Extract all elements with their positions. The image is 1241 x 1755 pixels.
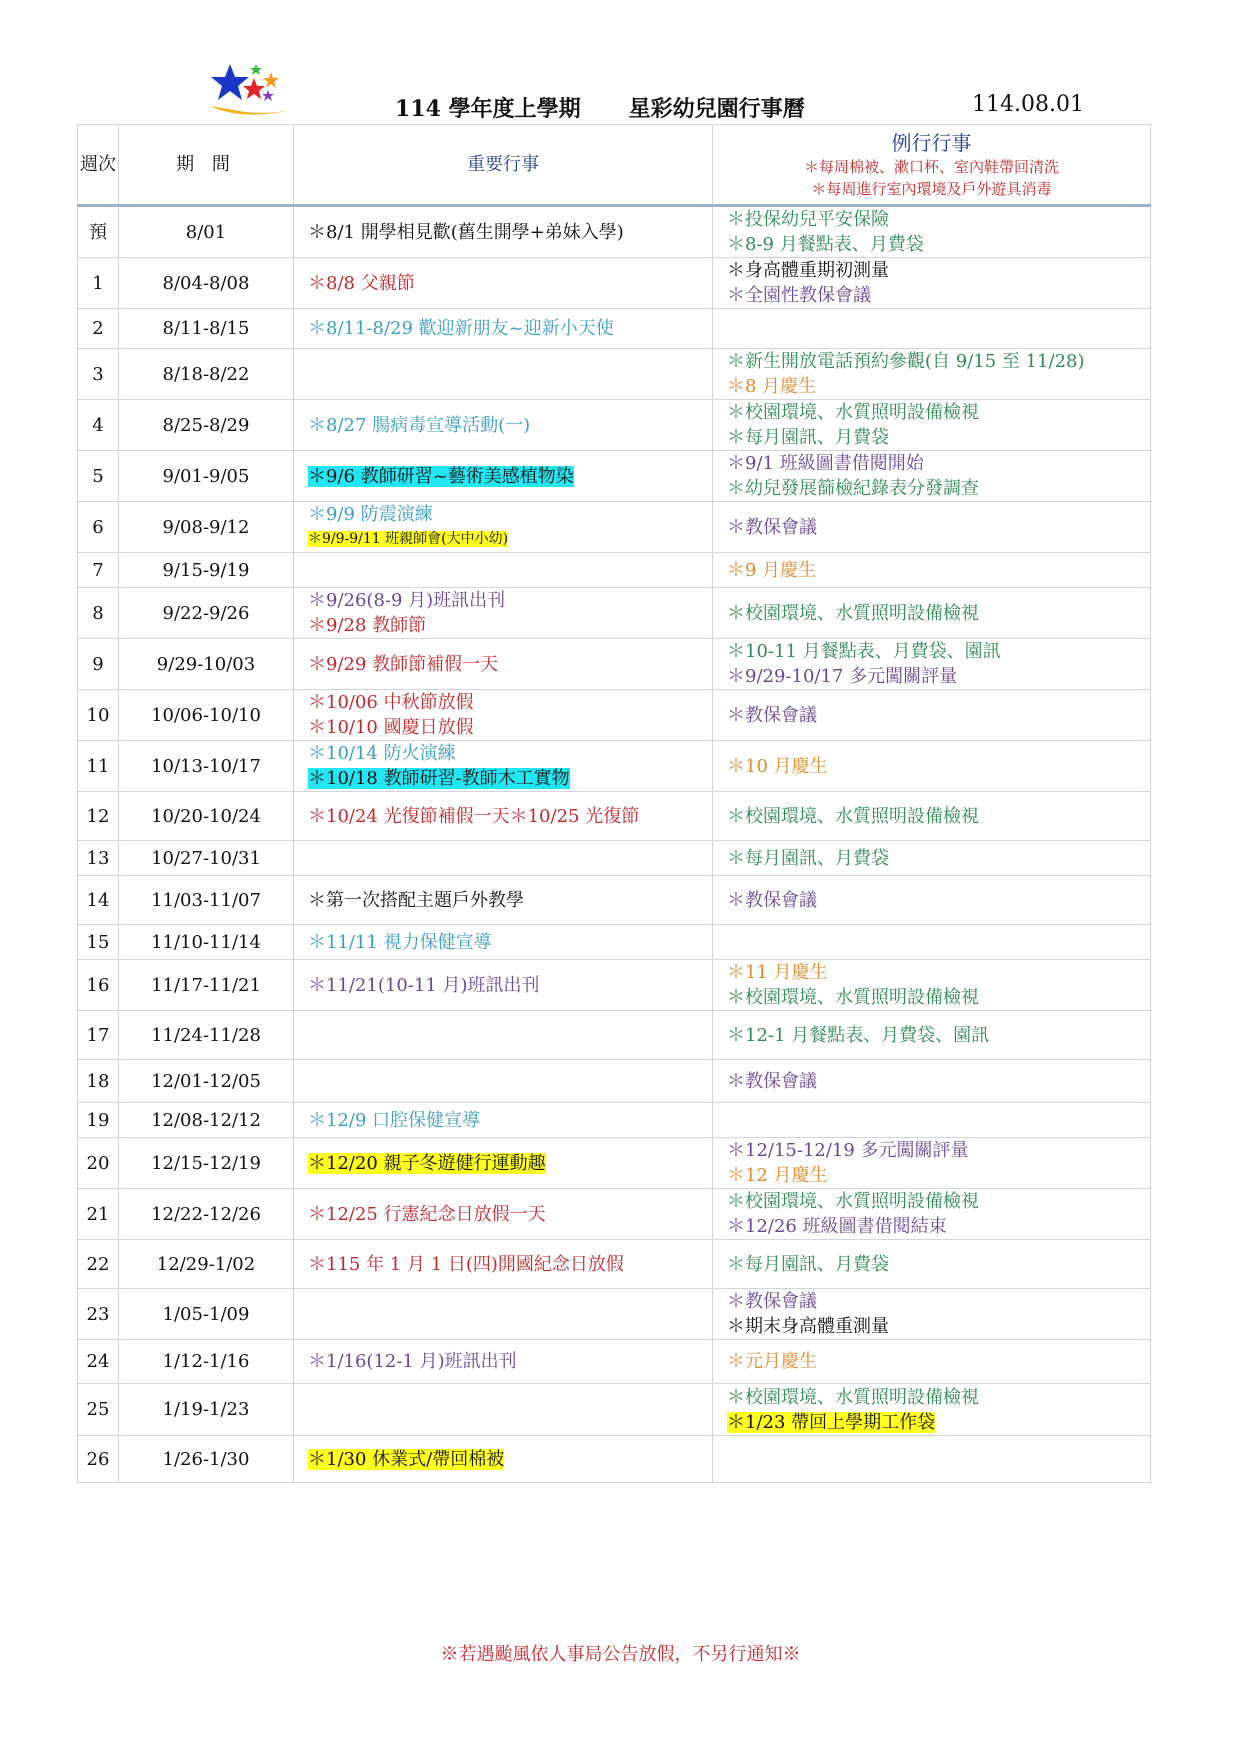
calendar-item-text: ＊8-9 月餐點表、月費袋 [727, 234, 924, 255]
period-cell: 11/24-11/28 [119, 1011, 294, 1060]
calendar-item-text: ＊期末身高體重測量 [727, 1316, 889, 1337]
period-cell: 9/22-9/26 [119, 588, 294, 639]
calendar-item [308, 766, 712, 791]
calendar-item [308, 804, 712, 829]
events-cell [294, 960, 713, 1011]
table-header-row [78, 125, 1151, 206]
calendar-item-text: ＊9/1 班級圖書借閱開始 [727, 453, 924, 474]
calendar-item [308, 973, 712, 998]
table-row [78, 400, 1151, 451]
period-cell: 11/17-11/21 [119, 960, 294, 1011]
calendar-item [308, 1151, 712, 1176]
week-cell: 1 [78, 258, 119, 309]
routine-cell [713, 1436, 1151, 1483]
calendar-item-text: ＊9/29 教師節補假一天 [308, 653, 499, 675]
calendar-item [308, 502, 712, 527]
calendar-item [308, 715, 712, 740]
title-calendar-name: 星彩幼兒園行事曆 [628, 96, 805, 122]
events-cell [294, 1384, 713, 1436]
table-row [78, 639, 1151, 690]
table-row [78, 741, 1151, 792]
period-cell: 11/03-11/07 [119, 876, 294, 925]
calendar-item-text: ＊8 月慶生 [727, 376, 817, 397]
period-cell: 9/15-9/19 [119, 553, 294, 588]
events-cell [294, 1340, 713, 1384]
table-row [78, 1138, 1151, 1189]
events-cell [294, 1289, 713, 1340]
calendar-item [727, 804, 1150, 829]
routine-cell [713, 502, 1151, 553]
calendar-item-text: ＊8/8 父親節 [308, 272, 415, 294]
calendar-item-text: ＊1/16(12-1 月)班訊出刊 [308, 1351, 517, 1372]
calendar-item-text: ＊教保會議 [727, 889, 817, 911]
calendar-item [727, 558, 1150, 583]
calendar-item [727, 207, 1150, 232]
events-cell [294, 451, 713, 502]
routine-cell [713, 258, 1151, 309]
events-cell [294, 876, 713, 925]
calendar-item-text: ＊9 月慶生 [727, 559, 817, 581]
calendar-item-text: ＊校園環境、水質照明設備檢視 [727, 987, 979, 1008]
calendar-item [727, 451, 1150, 476]
table-row [78, 1240, 1151, 1289]
calendar-item-text: ＊新生開放電話預約參觀(自 9/15 至 11/28) [727, 351, 1085, 372]
calendar-item-text: ＊校園環境、水質照明設備檢視 [727, 805, 979, 827]
calendar-item-text: ＊9/9-9/11 班親師會(大中小幼) [308, 531, 509, 547]
calendar-item-text: ＊10/14 防火演練 [308, 743, 456, 764]
table-row [78, 876, 1151, 925]
calendar-item [727, 515, 1150, 540]
calendar-item-text: ＊10/06 中秋節放假 [308, 692, 474, 713]
period-cell: 8/18-8/22 [119, 349, 294, 400]
calendar-item-text: ＊元月慶生 [727, 1351, 817, 1372]
routine-cell [713, 1240, 1151, 1289]
table-row [78, 925, 1151, 960]
calendar-item-text: ＊校園環境、水質照明設備檢視 [727, 602, 979, 624]
events-cell [294, 206, 713, 258]
table-row [78, 502, 1151, 553]
header-week: 週次 [78, 125, 119, 206]
week-cell: 3 [78, 349, 119, 400]
calendar-item [308, 888, 712, 913]
calendar-item-text: ＊每月園訊、月費袋 [727, 847, 889, 869]
calendar-item [308, 413, 712, 438]
routine-cell [713, 690, 1151, 741]
week-cell: 16 [78, 960, 119, 1011]
routine-cell [713, 1011, 1151, 1060]
calendar-item-text: ＊投保幼兒平安保險 [727, 209, 889, 230]
events-cell [294, 1138, 713, 1189]
calendar-item-text: ＊身高體重期初測量 [727, 260, 889, 281]
period-cell: 10/13-10/17 [119, 741, 294, 792]
period-cell: 1/12-1/16 [119, 1340, 294, 1384]
table-row [78, 792, 1151, 841]
calendar-item-text: ＊教保會議 [727, 1291, 817, 1312]
routine-cell [713, 1384, 1151, 1436]
table-row [78, 1436, 1151, 1483]
calendar-item [308, 316, 712, 341]
table-row [78, 1103, 1151, 1138]
period-cell: 10/20-10/24 [119, 792, 294, 841]
calendar-item-text: ＊校園環境、水質照明設備檢視 [727, 1191, 979, 1212]
table-row [78, 960, 1151, 1011]
calendar-item-text: ＊12 月慶生 [727, 1165, 828, 1186]
calendar-item [727, 258, 1150, 283]
logo-star-purple [262, 90, 274, 101]
calendar-item-text: ＊9/26(8-9 月)班訊出刊 [308, 590, 506, 611]
calendar-item-text: ＊12/26 班級圖書借閱結束 [727, 1216, 947, 1237]
calendar-item [727, 1385, 1150, 1410]
events-cell [294, 1240, 713, 1289]
calendar-item [308, 652, 712, 677]
table-row [78, 1340, 1151, 1384]
calendar-item [308, 613, 712, 638]
events-cell [294, 1011, 713, 1060]
events-cell [294, 553, 713, 588]
calendar-item-text: ＊第一次搭配主題戶外教學 [308, 889, 524, 911]
events-cell [294, 349, 713, 400]
table-row [78, 206, 1151, 258]
calendar-item [308, 1447, 712, 1472]
calendar-item-text: ＊校園環境、水質照明設備檢視 [727, 1386, 979, 1408]
period-cell: 8/04-8/08 [119, 258, 294, 309]
logo-star-red [243, 78, 265, 99]
period-cell: 12/01-12/05 [119, 1060, 294, 1103]
calendar-item-text: ＊11/11 視力保健宣導 [308, 931, 492, 953]
calendar-item [727, 960, 1150, 985]
calendar-item-text: ＊10-11 月餐點表、月費袋、園訊 [727, 641, 1001, 662]
routine-cell [713, 553, 1151, 588]
calendar-item-text: ＊11 月慶生 [727, 962, 828, 983]
calendar-item-text: ＊校園環境、水質照明設備檢視 [727, 402, 979, 423]
period-cell: 8/01 [119, 206, 294, 258]
typhoon-notice: ※若遇颱風依人事局公告放假，不另行通知※ [440, 1644, 801, 1665]
calendar-item-text: ＊12-1 月餐點表、月費袋、園訊 [727, 1024, 990, 1046]
calendar-item [727, 283, 1150, 308]
calendar-item-text: ＊9/6 教師研習~藝術美感植物染 [308, 465, 574, 487]
calendar-item-text: ＊12/25 行憲紀念日放假一天 [308, 1203, 546, 1225]
week-cell: 26 [78, 1436, 119, 1483]
calendar-item [308, 741, 712, 766]
routine-cell [713, 925, 1151, 960]
table-row [78, 588, 1151, 639]
calendar-item [727, 1069, 1150, 1094]
calendar-item [727, 1163, 1150, 1188]
events-cell [294, 841, 713, 876]
routine-cell [713, 451, 1151, 502]
routine-cell [713, 1340, 1151, 1384]
calendar-item-text: ＊教保會議 [727, 1070, 817, 1092]
calendar-item [727, 1410, 1150, 1435]
calendar-body [78, 206, 1151, 1483]
events-cell [294, 741, 713, 792]
table-row [78, 1384, 1151, 1436]
period-cell: 1/05-1/09 [119, 1289, 294, 1340]
week-cell: 25 [78, 1384, 119, 1436]
events-cell [294, 639, 713, 690]
kindergarten-logo [208, 60, 316, 124]
calendar-item [727, 985, 1150, 1010]
calendar-item [727, 349, 1150, 374]
table-row [78, 841, 1151, 876]
week-cell: 17 [78, 1011, 119, 1060]
period-cell: 8/25-8/29 [119, 400, 294, 451]
calendar-item-text: ＊9/9 防震演練 [308, 504, 433, 525]
routine-cell [713, 1138, 1151, 1189]
header-routine [713, 125, 1151, 206]
events-cell [294, 925, 713, 960]
table-row [78, 258, 1151, 309]
calendar-item [727, 601, 1150, 626]
period-cell: 12/15-12/19 [119, 1138, 294, 1189]
calendar-item [308, 1108, 712, 1133]
period-cell: 9/08-9/12 [119, 502, 294, 553]
events-cell [294, 588, 713, 639]
calendar-item-text: ＊8/11-8/29 歡迎新朋友~迎新小天使 [308, 318, 614, 339]
week-cell: 4 [78, 400, 119, 451]
calendar-item [308, 1252, 712, 1277]
events-cell [294, 309, 713, 349]
calendar-item-text: ＊8/1 開學相見歡(舊生開學+弟妹入學) [308, 221, 624, 243]
routine-cell [713, 309, 1151, 349]
logo-star-green [250, 64, 262, 75]
calendar-item [727, 425, 1150, 450]
calendar-item [727, 476, 1150, 501]
routine-cell [713, 1289, 1151, 1340]
routine-cell [713, 792, 1151, 841]
week-cell: 9 [78, 639, 119, 690]
routine-cell [713, 639, 1151, 690]
events-cell [294, 1189, 713, 1240]
calendar-item [308, 1202, 712, 1227]
calendar-item-text: ＊9/28 教師節 [308, 615, 427, 636]
period-cell: 10/06-10/10 [119, 690, 294, 741]
calendar-item [308, 464, 712, 489]
routine-cell [713, 1189, 1151, 1240]
calendar-item-text: ＊8/27 腸病毒宣導活動(一) [308, 414, 531, 436]
period-cell: 11/10-11/14 [119, 925, 294, 960]
calendar-item-text: ＊全園性教保會議 [727, 285, 871, 306]
events-cell [294, 690, 713, 741]
calendar-item [727, 1189, 1150, 1214]
calendar-item [727, 400, 1150, 425]
table-row [78, 1289, 1151, 1340]
calendar-item-text: ＊12/15-12/19 多元闖關評量 [727, 1140, 969, 1161]
week-cell: 15 [78, 925, 119, 960]
week-cell: 18 [78, 1060, 119, 1103]
calendar-item [308, 271, 712, 296]
calendar-item-text: ＊教保會議 [727, 704, 817, 726]
calendar-table [77, 124, 1151, 1483]
routine-title: 例行行事 [891, 130, 972, 155]
week-cell: 23 [78, 1289, 119, 1340]
week-cell: 12 [78, 792, 119, 841]
routine-cell [713, 349, 1151, 400]
calendar-item [308, 930, 712, 955]
calendar-item [727, 374, 1150, 399]
document-date: 114.08.01 [972, 92, 1084, 117]
table-row [78, 309, 1151, 349]
period-cell: 12/29-1/02 [119, 1240, 294, 1289]
calendar-item [727, 664, 1150, 689]
logo-star-blue [211, 64, 249, 100]
calendar-item-text: ＊每月園訊、月費袋 [727, 427, 889, 448]
calendar-item-text: ＊1/30 休業式/帶回棉被 [308, 1448, 505, 1470]
week-cell: 20 [78, 1138, 119, 1189]
period-cell: 9/29-10/03 [119, 639, 294, 690]
calendar-item-text: ＊12/9 口腔保健宣導 [308, 1109, 481, 1131]
events-cell [294, 1103, 713, 1138]
calendar-item [727, 1138, 1150, 1163]
table-row [78, 1011, 1151, 1060]
calendar-item [727, 1023, 1150, 1048]
routine-cell [713, 1103, 1151, 1138]
calendar-item [727, 1289, 1150, 1314]
calendar-item [308, 220, 712, 245]
events-cell [294, 792, 713, 841]
week-cell: 19 [78, 1103, 119, 1138]
page-title [395, 92, 805, 123]
week-cell: 8 [78, 588, 119, 639]
calendar-item [727, 703, 1150, 728]
calendar-item [727, 888, 1150, 913]
header-period: 期 間 [119, 125, 294, 206]
week-cell: 10 [78, 690, 119, 741]
period-cell: 8/11-8/15 [119, 309, 294, 349]
routine-note-2: ＊每周進行室內環境及戶外遊具消毒 [811, 179, 1052, 198]
routine-cell [713, 960, 1151, 1011]
week-cell: 5 [78, 451, 119, 502]
period-cell: 12/08-12/12 [119, 1103, 294, 1138]
calendar-item [308, 588, 712, 613]
calendar-item [727, 232, 1150, 257]
calendar-item-text: ＊1/23 帶回上學期工作袋 [727, 1411, 936, 1433]
calendar-item-text: ＊10 月慶生 [727, 755, 828, 777]
header-events: 重要行事 [294, 125, 713, 206]
week-cell: 14 [78, 876, 119, 925]
calendar-item-text: ＊幼兒發展篩檢紀錄表分發調查 [727, 478, 979, 499]
week-cell: 預 [78, 206, 119, 258]
calendar-item [727, 1214, 1150, 1239]
period-cell: 1/26-1/30 [119, 1436, 294, 1483]
calendar-item-text: ＊9/29-10/17 多元闖關評量 [727, 666, 958, 687]
week-cell: 22 [78, 1240, 119, 1289]
title-school-year: 114 學年度上學期 [395, 96, 581, 122]
events-cell [294, 1060, 713, 1103]
logo-star-orange [263, 72, 279, 88]
period-cell: 9/01-9/05 [119, 451, 294, 502]
week-cell: 2 [78, 309, 119, 349]
week-cell: 13 [78, 841, 119, 876]
calendar-item-text: ＊10/18 教師研習-教師木工實物 [308, 768, 570, 789]
calendar-item [308, 690, 712, 715]
calendar-item [727, 639, 1150, 664]
week-cell: 6 [78, 502, 119, 553]
routine-cell [713, 588, 1151, 639]
calendar-item [308, 527, 712, 552]
events-cell [294, 400, 713, 451]
calendar-item-text: ＊115 年 1 月 1 日(四)開國紀念日放假 [308, 1253, 624, 1275]
table-row [78, 553, 1151, 588]
calendar-item [727, 1252, 1150, 1277]
events-cell [294, 1436, 713, 1483]
routine-cell [713, 741, 1151, 792]
week-cell: 7 [78, 553, 119, 588]
routine-cell [713, 206, 1151, 258]
week-cell: 24 [78, 1340, 119, 1384]
calendar-item [727, 754, 1150, 779]
calendar-item-text: ＊每月園訊、月費袋 [727, 1253, 889, 1275]
calendar-item [727, 1349, 1150, 1374]
events-cell [294, 258, 713, 309]
week-cell: 21 [78, 1189, 119, 1240]
period-cell: 10/27-10/31 [119, 841, 294, 876]
calendar-item [727, 1314, 1150, 1339]
period-cell: 1/19-1/23 [119, 1384, 294, 1436]
week-cell: 11 [78, 741, 119, 792]
logo-swoosh [210, 104, 314, 115]
calendar-item-text: ＊12/20 親子冬遊健行運動趣 [308, 1152, 546, 1174]
routine-cell [713, 1060, 1151, 1103]
routine-cell [713, 400, 1151, 451]
table-row [78, 1060, 1151, 1103]
calendar-item-text: ＊10/24 光復節補假一天＊10/25 光復節 [308, 805, 640, 827]
calendar-item [308, 1349, 712, 1374]
table-row [78, 1189, 1151, 1240]
calendar-item-text: ＊教保會議 [727, 516, 817, 538]
calendar-item-text: ＊11/21(10-11 月)班訊出刊 [308, 974, 540, 996]
table-row [78, 349, 1151, 400]
calendar-item [727, 846, 1150, 871]
period-cell: 12/22-12/26 [119, 1189, 294, 1240]
table-row [78, 451, 1151, 502]
routine-cell [713, 876, 1151, 925]
calendar-item-text: ＊10/10 國慶日放假 [308, 717, 474, 738]
routine-cell [713, 841, 1151, 876]
events-cell [294, 502, 713, 553]
table-row [78, 690, 1151, 741]
routine-note-1: ＊每周棉被、漱口杯、室內鞋帶回清洗 [803, 157, 1059, 176]
